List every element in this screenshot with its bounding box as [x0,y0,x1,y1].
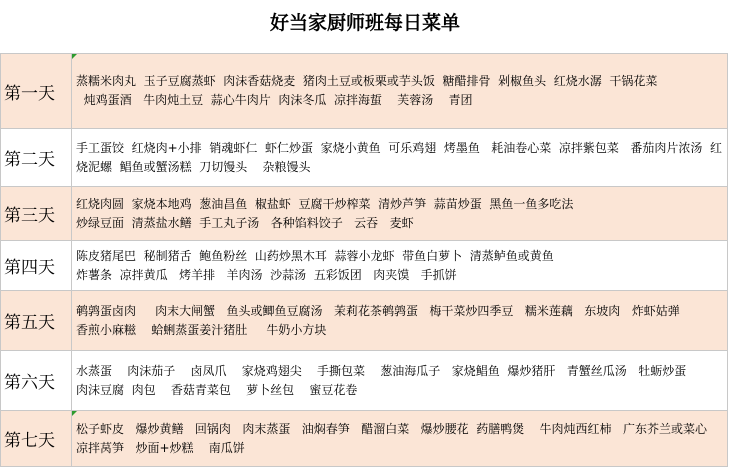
menu-cell [72,54,728,129]
day-label: 第六天 [1,351,72,411]
menu-text: 鹌鹑蛋卤肉 肉末大闸蟹 鱼头或鲫鱼豆腐汤 茉莉花茶鹌鹑蛋 梅干菜炒四季豆 糯米莲藕 东坡肉 炸虾姑弹 香煎小麻糍 蛤蜊蒸蛋姜汁猪肚 牛奶小方块 [76,303,680,337]
menu-text: 手工蛋饺 红烧肉+小排 销魂虾仁 虾仁炒蛋 家烧小黄鱼 可乐鸡翅 烤墨鱼 耗油卷心菜 凉拌紫包菜 番茄肉片浓汤 红烧泥螺 鲳鱼或蟹汤糕 刀切馒头 杂粮馒头 [76,140,722,174]
page-title: 好当家厨师班每日菜单 [269,12,460,34]
table-row [1,241,728,291]
table-row [1,54,728,129]
menu-cell [72,187,728,241]
table-row [1,129,728,187]
menu-cell [72,241,728,291]
menu-cell [72,291,728,351]
menu-text: 陈皮猪尾巴 秘制猪舌 鲍鱼粉丝 山药炒黑木耳 蒜蓉小龙虾 带鱼白萝卜 清蒸鲈鱼或黄鱼 炸薯条 凉拌黄瓜 烤羊排 羊肉汤 沙蒜汤 五彩饭团 肉夹馍 手抓饼 [76,248,554,282]
menu-text: 红烧肉圆 家烧本地鸡 葱油昌鱼 椒盐虾 豆腐干炒榨菜 清炒芦笋 蒜苗炒蛋 黑鱼一鱼多吃法 炒绿豆面 清蒸盐水鳝 手工丸子汤 各种馅料饺子 云吞 麦虾 [76,196,574,230]
day-label: 第一天 [1,54,72,129]
table-row [1,187,728,241]
menu-text: 蒸糯米肉丸 玉子豆腐蒸虾 肉沫香菇烧麦 猪肉土豆或板栗或芋头饭 糖醋排骨 剁椒鱼头 红烧水潺 干锅花菜 炖鸡蛋酒 牛肉炖土豆 蒜心牛肉片 肉沫冬瓜 凉拌海蜇 芙蓉汤 青团 [76,74,658,107]
day-label: 第七天 [1,411,72,467]
menu-cell [72,129,728,187]
menu-table [0,53,728,467]
menu-text: 水蒸蛋 肉沫茄子 卤凤爪 家烧鸡翅尖 手撕包菜 葱油海瓜子 家烧鲳鱼 爆炒猪肝 青蟹丝瓜汤 牡蛎炒蛋 肉沫豆腐 肉包 香菇青菜包 萝卜丝包 蜜豆花卷 [76,363,687,397]
menu-cell [72,351,728,411]
table-row [1,351,728,411]
menu-cell [72,411,728,467]
table-row [1,411,728,467]
comment-flag-icon [72,411,77,416]
day-label: 第二天 [1,129,72,187]
day-label: 第五天 [1,291,72,351]
day-label: 第三天 [1,187,72,241]
menu-text: 松子虾皮 爆炒黄鳝 回锅肉 肉末蒸蛋 油焖春笋 醋溜白菜 爆炒腰花 药膳鸭煲 牛肉炖西红柿 广东芥兰或菜心 凉拌莴笋 炒面+炒糕 南瓜饼 [76,421,707,455]
comment-flag-icon [72,54,77,59]
table-row [1,291,728,351]
day-label: 第四天 [1,241,72,291]
